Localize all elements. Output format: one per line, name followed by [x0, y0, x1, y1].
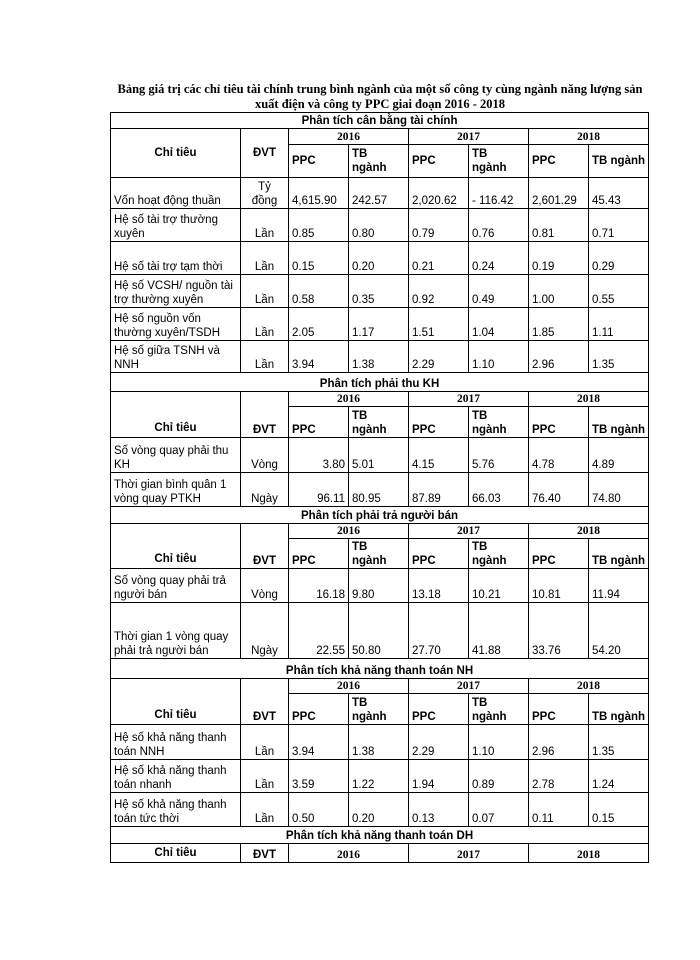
year-header-row	[111, 844, 649, 863]
table-row	[111, 473, 649, 507]
unit-cell: Ngày	[241, 473, 289, 507]
column-header-tb: TB ngành	[469, 694, 529, 725]
table-row	[111, 438, 649, 473]
value-cell: 0.80	[349, 209, 409, 242]
year-header: 2017	[409, 524, 529, 539]
value-cell: 2.29	[409, 341, 469, 373]
indicator-name: Hệ số nguồn vốn thường xuyên/TSDH	[111, 308, 241, 341]
unit-cell: Lần	[241, 341, 289, 373]
value-cell: 9.80	[349, 569, 409, 603]
value-cell: 96.11	[289, 473, 349, 507]
year-header: 2017	[409, 129, 529, 145]
value-cell: 2,020.62	[409, 178, 469, 209]
value-cell: 3.94	[289, 725, 349, 760]
unit-cell: Lần	[241, 242, 289, 275]
table-row	[111, 308, 649, 341]
value-cell: 87.89	[409, 473, 469, 507]
value-cell: 3.59	[289, 760, 349, 793]
financial-indicators-table	[110, 112, 649, 863]
value-cell: 3.94	[289, 341, 349, 373]
column-header-ppc: PPC	[409, 145, 469, 178]
table-row	[111, 209, 649, 242]
value-cell: 0.21	[409, 242, 469, 275]
column-header-ppc: PPC	[409, 407, 469, 438]
column-header-tb: TB ngành	[469, 145, 529, 178]
value-cell: 13.18	[409, 569, 469, 603]
value-cell: 0.71	[589, 209, 649, 242]
unit-cell: Vòng	[241, 438, 289, 473]
column-header-chi-tieu: Chỉ tiêu	[111, 524, 241, 569]
indicator-name: Hệ số khả năng thanh toán tức thời	[111, 793, 241, 827]
indicator-name: Vốn hoạt động thuần	[111, 178, 241, 209]
value-cell: 4,615.90	[289, 178, 349, 209]
table-row	[111, 569, 649, 603]
column-header-ppc: PPC	[289, 694, 349, 725]
value-cell: 0.11	[529, 793, 589, 827]
value-cell: 0.24	[469, 242, 529, 275]
year-header: 2018	[529, 844, 649, 863]
value-cell: 50.80	[349, 603, 409, 659]
table-row	[111, 760, 649, 793]
indicator-name: Hệ số khả năng thanh toán nhanh	[111, 760, 241, 793]
column-header-dvt: ĐVT	[241, 844, 289, 863]
column-header-dvt: ĐVT	[241, 129, 289, 178]
unit-cell: Ngày	[241, 603, 289, 659]
column-header-ppc: PPC	[409, 694, 469, 725]
value-cell: 0.81	[529, 209, 589, 242]
value-cell: 0.85	[289, 209, 349, 242]
value-cell: 80.95	[349, 473, 409, 507]
value-cell: 11.94	[589, 569, 649, 603]
indicator-name: Hệ số giữa TSNH và NNH	[111, 341, 241, 373]
unit-cell: Lần	[241, 308, 289, 341]
section-title: Phân tích khả năng thanh toán NH	[111, 659, 649, 679]
value-cell: 1.10	[469, 341, 529, 373]
column-header-ppc: PPC	[289, 145, 349, 178]
section-header-row	[111, 113, 649, 129]
value-cell: 45.43	[589, 178, 649, 209]
column-header-tb: TB ngành	[469, 539, 529, 569]
column-header-ppc: PPC	[529, 694, 589, 725]
value-cell: 1.24	[589, 760, 649, 793]
value-cell: 5.01	[349, 438, 409, 473]
column-header-tb: TB ngành	[349, 694, 409, 725]
unit-cell: Lần	[241, 793, 289, 827]
value-cell: 1.94	[409, 760, 469, 793]
value-cell: 1.38	[349, 725, 409, 760]
section-header-row	[111, 373, 649, 392]
year-header: 2018	[529, 392, 649, 407]
column-header-ppc: PPC	[289, 539, 349, 569]
value-cell: 0.20	[349, 242, 409, 275]
year-header-row	[111, 679, 649, 694]
unit-cell: Lần	[241, 725, 289, 760]
unit-cell: Tỷ đồng	[241, 178, 289, 209]
value-cell: 0.58	[289, 275, 349, 308]
value-cell: 1.22	[349, 760, 409, 793]
column-header-tb: TB ngành	[349, 407, 409, 438]
indicator-name: Hệ số tài trợ tạm thời	[111, 242, 241, 275]
column-header-chi-tieu: Chỉ tiêu	[111, 129, 241, 178]
section-title: Phân tích cân bằng tài chính	[111, 113, 649, 129]
indicator-name: Số vòng quay phải trả người bán	[111, 569, 241, 603]
value-cell: 1.51	[409, 308, 469, 341]
value-cell: 10.21	[469, 569, 529, 603]
value-cell: 0.15	[289, 242, 349, 275]
column-header-ppc: PPC	[529, 407, 589, 438]
value-cell: 10.81	[529, 569, 589, 603]
value-cell: 0.29	[589, 242, 649, 275]
column-header-tb: TB ngành	[349, 539, 409, 569]
value-cell: 2.05	[289, 308, 349, 341]
year-header: 2016	[289, 129, 409, 145]
table-row	[111, 242, 649, 275]
year-header-row	[111, 524, 649, 539]
year-header: 2018	[529, 524, 649, 539]
value-cell: 16.18	[289, 569, 349, 603]
table-row	[111, 178, 649, 209]
year-header: 2018	[529, 679, 649, 694]
unit-cell: Lần	[241, 209, 289, 242]
value-cell: 0.19	[529, 242, 589, 275]
year-header: 2016	[289, 524, 409, 539]
column-header-chi-tieu: Chỉ tiêu	[111, 679, 241, 725]
value-cell: 5.76	[469, 438, 529, 473]
column-header-tb: TB ngành	[469, 407, 529, 438]
value-cell: 1.35	[589, 725, 649, 760]
year-header: 2017	[409, 392, 529, 407]
value-cell: 2.96	[529, 725, 589, 760]
value-cell: 0.15	[589, 793, 649, 827]
value-cell: 54.20	[589, 603, 649, 659]
column-header-chi-tieu: Chỉ tiêu	[111, 392, 241, 438]
table-row	[111, 725, 649, 760]
value-cell: 2.96	[529, 341, 589, 373]
year-header: 2017	[409, 844, 529, 863]
indicator-name: Thời gian 1 vòng quay phải trả người bán	[111, 603, 241, 659]
unit-cell: Lần	[241, 760, 289, 793]
section-header-row	[111, 659, 649, 679]
column-header-ppc: PPC	[409, 539, 469, 569]
value-cell: 27.70	[409, 603, 469, 659]
section-title: Phân tích khả năng thanh toán DH	[111, 827, 649, 844]
column-header-dvt: ĐVT	[241, 524, 289, 569]
column-header-tb: TB ngành	[589, 145, 649, 178]
column-header-chi-tieu: Chỉ tiêu	[111, 844, 241, 863]
section-title: Phân tích phải trả người bán	[111, 507, 649, 524]
table-row	[111, 341, 649, 373]
value-cell: 1.17	[349, 308, 409, 341]
value-cell: 22.55	[289, 603, 349, 659]
indicator-name: Thời gian bình quân 1 vòng quay PTKH	[111, 473, 241, 507]
unit-cell: Lần	[241, 275, 289, 308]
indicator-name: Số vòng quay phải thu KH	[111, 438, 241, 473]
unit-cell: Vòng	[241, 569, 289, 603]
table-row	[111, 275, 649, 308]
value-cell: 0.89	[469, 760, 529, 793]
table-row	[111, 603, 649, 659]
value-cell: 41.88	[469, 603, 529, 659]
value-cell: 2,601.29	[529, 178, 589, 209]
value-cell: 0.79	[409, 209, 469, 242]
year-header: 2016	[289, 392, 409, 407]
section-header-row	[111, 507, 649, 524]
value-cell: 76.40	[529, 473, 589, 507]
value-cell: 3.80	[289, 438, 349, 473]
value-cell: 33.76	[529, 603, 589, 659]
value-cell: 0.55	[589, 275, 649, 308]
value-cell: 0.35	[349, 275, 409, 308]
column-header-tb: TB ngành	[589, 407, 649, 438]
indicator-name: Hệ số khả năng thanh toán NNH	[111, 725, 241, 760]
value-cell: 1.00	[529, 275, 589, 308]
value-cell: 1.38	[349, 341, 409, 373]
column-header-tb: TB ngành	[589, 694, 649, 725]
table-row	[111, 793, 649, 827]
value-cell: 2.29	[409, 725, 469, 760]
year-header: 2017	[409, 679, 529, 694]
value-cell: 1.11	[589, 308, 649, 341]
value-cell: 1.35	[589, 341, 649, 373]
year-header: 2016	[289, 679, 409, 694]
indicator-name: Hệ số tài trợ thường xuyên	[111, 209, 241, 242]
value-cell: 242.57	[349, 178, 409, 209]
document-title: Bảng giá trị các chỉ tiêu tài chính trung bình ngành của một số công ty cùng ngành năng lượng sản xuất điện và công ty PPC giai đoạn 2016 - 2018	[117, 82, 643, 111]
value-cell: 0.49	[469, 275, 529, 308]
value-cell: 0.13	[409, 793, 469, 827]
column-header-ppc: PPC	[529, 145, 589, 178]
indicator-name: Hệ số VCSH/ nguồn tài trợ thường xuyên	[111, 275, 241, 308]
year-header-row	[111, 129, 649, 145]
section-header-row	[111, 827, 649, 844]
year-header: 2018	[529, 129, 649, 145]
value-cell: 1.10	[469, 725, 529, 760]
value-cell: 66.03	[469, 473, 529, 507]
value-cell: 0.50	[289, 793, 349, 827]
column-header-ppc: PPC	[289, 407, 349, 438]
value-cell: 0.20	[349, 793, 409, 827]
column-header-ppc: PPC	[529, 539, 589, 569]
column-header-tb: TB ngành	[589, 539, 649, 569]
column-header-dvt: ĐVT	[241, 679, 289, 725]
value-cell: 74.80	[589, 473, 649, 507]
value-cell: 1.85	[529, 308, 589, 341]
value-cell: 4.78	[529, 438, 589, 473]
value-cell: 2.78	[529, 760, 589, 793]
value-cell: 4.15	[409, 438, 469, 473]
column-header-tb: TB ngành	[349, 145, 409, 178]
year-header: 2016	[289, 844, 409, 863]
value-cell: 4.89	[589, 438, 649, 473]
column-header-dvt: ĐVT	[241, 392, 289, 438]
section-title: Phân tích phải thu KH	[111, 373, 649, 392]
value-cell: 1.04	[469, 308, 529, 341]
year-header-row	[111, 392, 649, 407]
value-cell: 0.76	[469, 209, 529, 242]
value-cell: - 116.42	[469, 178, 529, 209]
value-cell: 0.92	[409, 275, 469, 308]
value-cell: 0.07	[469, 793, 529, 827]
